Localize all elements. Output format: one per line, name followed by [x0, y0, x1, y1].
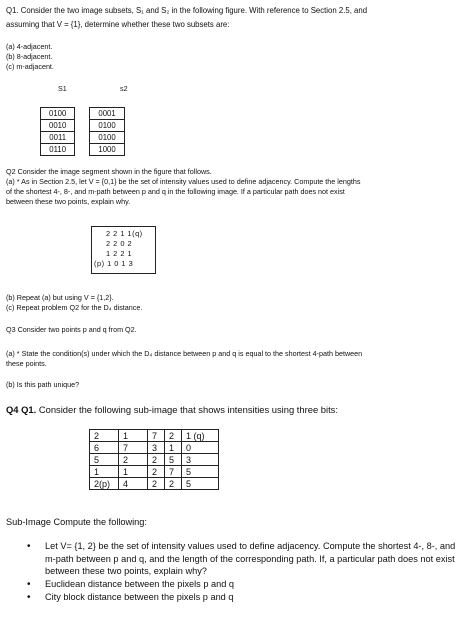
- table-cell: 7: [165, 466, 182, 478]
- segment-row: 2 2 1 1(q): [106, 229, 143, 238]
- table-cell: 2: [165, 478, 182, 490]
- table-cell: 2(p): [90, 478, 119, 490]
- image-segment-grid: [91, 226, 156, 274]
- table-row: [90, 442, 219, 454]
- q2-line3: of the shortest 4-, 8-, and m-path between p and q in the following image. If a particular path does not exist: [6, 187, 345, 196]
- subset-cell: 0011: [41, 132, 75, 144]
- table-cell: 2: [90, 430, 119, 442]
- q1-option-c: (c) m-adjacent.: [6, 62, 54, 71]
- list-item: • City block distance between the pixels p and q: [24, 591, 464, 604]
- q1-header-line2: assuming that V = {1}, determine whether these two subsets are:: [6, 20, 230, 29]
- compute-label: Sub-Image Compute the following:: [6, 517, 147, 527]
- subset-cell: 0100: [90, 120, 124, 132]
- q2-part-c: (c) Repeat problem Q2 for the D₄ distance.: [6, 303, 143, 312]
- table-cell: 1 (q): [182, 430, 219, 442]
- subset-cell: 0110: [41, 144, 75, 156]
- table-cell: 1: [119, 466, 148, 478]
- q2-line4: between these two points, explain why.: [6, 197, 131, 206]
- table-cell: 2: [148, 478, 165, 490]
- table-row: [90, 466, 219, 478]
- q3-intro: Q3 Consider two points p and q from Q2.: [6, 325, 137, 334]
- subset-header-s2: s2: [120, 84, 128, 93]
- subset-cell: 0001: [90, 108, 124, 120]
- subset-header-s1: S1: [58, 84, 67, 93]
- table-cell: 2: [119, 454, 148, 466]
- table-cell: 6: [90, 442, 119, 454]
- subset-cell: 0100: [90, 132, 124, 144]
- q3-part-a-line2: these points.: [6, 359, 47, 368]
- subsets-row: [41, 132, 125, 144]
- subset-cell: 0100: [41, 108, 75, 120]
- segment-row: 1 2 2 1: [106, 249, 133, 258]
- table-cell: 5: [90, 454, 119, 466]
- subset-cell: 0010: [41, 120, 75, 132]
- table-cell: 7: [148, 430, 165, 442]
- subset-cell: 1000: [90, 144, 124, 156]
- q2-line1: Q2 Consider the image segment shown in the figure that follows.: [6, 167, 212, 176]
- table-cell: 5: [165, 454, 182, 466]
- table-cell: 3: [148, 442, 165, 454]
- table-cell: 4: [119, 478, 148, 490]
- table-cell: 7: [119, 442, 148, 454]
- table-row: [90, 478, 219, 490]
- q4-label: Q4 Q1.: [6, 404, 37, 415]
- q1-option-b: (b) 8-adjacent.: [6, 52, 53, 61]
- q4-text: Consider the following sub-image that shows intensities using three bits:: [38, 404, 338, 415]
- q2-part-b: (b) Repeat (a) but using V = {1,2}.: [6, 293, 114, 302]
- subsets-row: [41, 144, 125, 156]
- q3-part-b: (b) Is this path unique?: [6, 380, 80, 389]
- q2-line2: (a) * As in Section 2.5, let V = {0,1} be the set of intensity values used to define adjacency. Compute the lengths: [6, 177, 361, 186]
- subsets-row: [41, 108, 125, 120]
- table-row: [90, 430, 219, 442]
- table-cell: 1: [119, 430, 148, 442]
- table-cell: 5: [182, 466, 219, 478]
- table-row: [90, 454, 219, 466]
- table-cell: 2: [148, 454, 165, 466]
- segment-row: 2 2 0 2: [106, 239, 133, 248]
- subimage-table: [89, 429, 219, 490]
- subsets-row: [41, 120, 125, 132]
- table-cell: 1: [90, 466, 119, 478]
- segment-row: (p) 1 0 1 3: [94, 259, 134, 268]
- list-item: • Euclidean distance between the pixels p and q: [24, 578, 464, 591]
- table-cell: 5: [182, 478, 219, 490]
- table-cell: 1: [165, 442, 182, 454]
- subsets-table: [40, 107, 125, 156]
- q4-header: [6, 404, 338, 416]
- list-item: • Let V= {1, 2} be the set of intensity values used to define adjacency. Compute the shortest 4-, 8-, and m-path between p and q, and the length of the corresponding path. If, a particular path does not exist between these two points, explain why?: [24, 540, 464, 578]
- q1-option-a: (a) 4-adjacent.: [6, 42, 53, 51]
- table-cell: 2: [148, 466, 165, 478]
- q1-header-line1: Q1. Consider the two image subsets, S₁ and S₂ in the following figure. With reference to Section 2.5, and: [6, 6, 368, 15]
- bullet-list: [24, 540, 464, 603]
- table-cell: 3: [182, 454, 219, 466]
- table-cell: 0: [182, 442, 219, 454]
- table-cell: 2: [165, 430, 182, 442]
- q3-part-a-line1: (a) * State the condition(s) under which the D₄ distance between p and q is equal to the shortest 4-path between: [6, 349, 363, 358]
